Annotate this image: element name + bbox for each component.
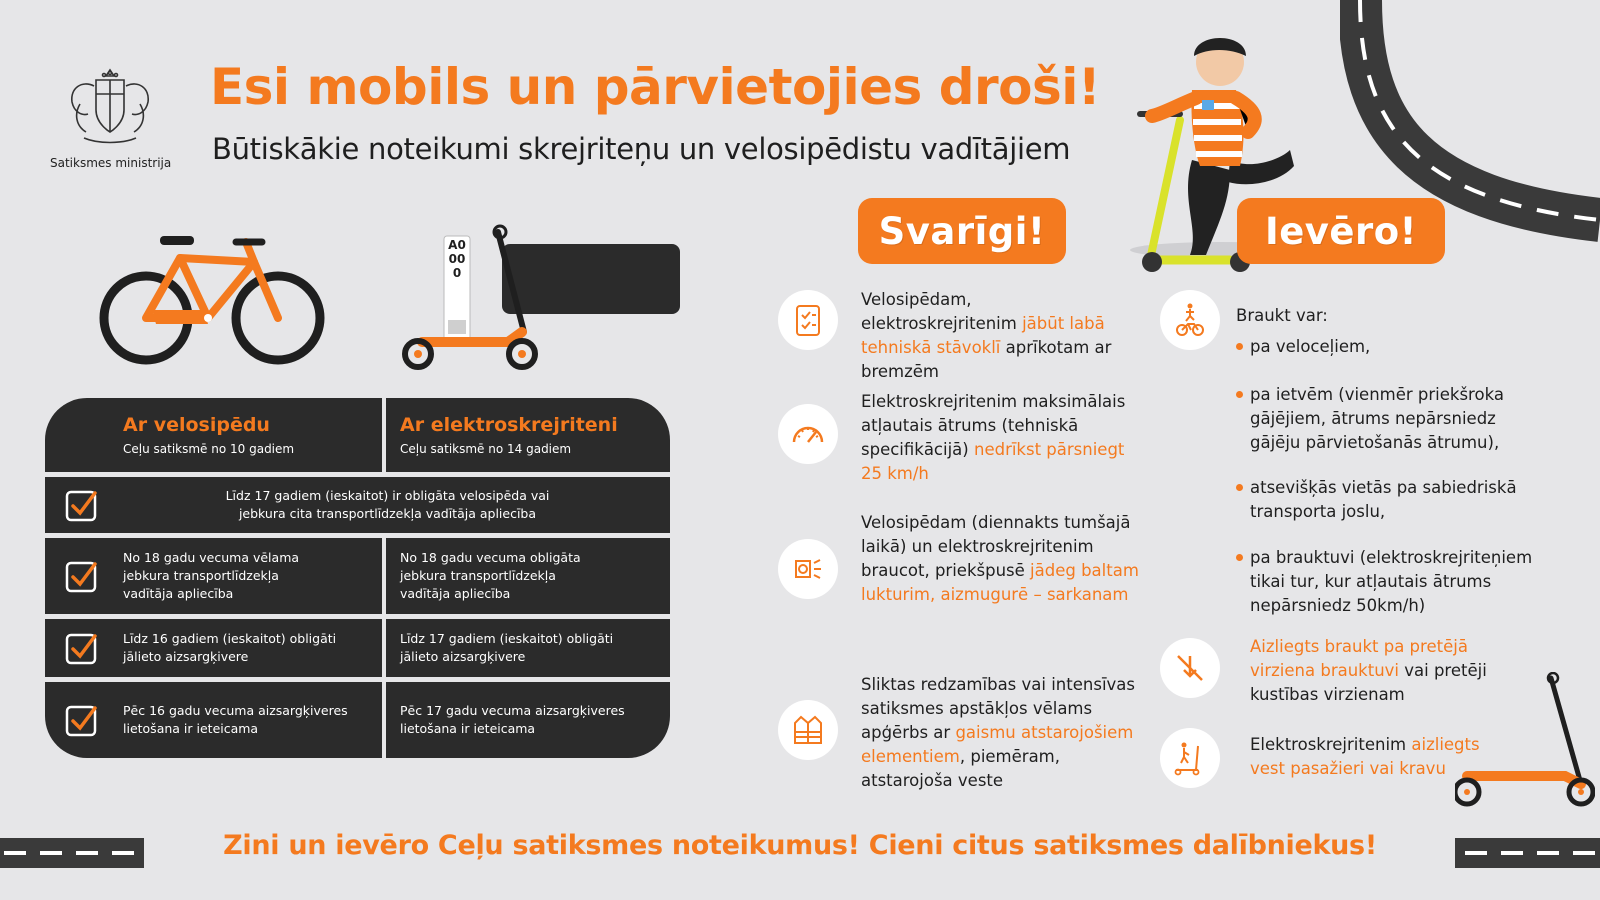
item-text: Elektroskrejritenim maksimālais atļautais ātrums (tehniskā specifikācijā) [861,392,1126,459]
item-text: vai pretēji kustības virzienam [1250,660,1487,704]
check-icon [65,559,99,593]
row-text: No 18 gadu vecuma vēlama jebkura transportlīdzekļa vadītāja apliecība [123,549,300,602]
item-highlight: jādeg baltam lukturim, aizmugurē – sarkanam [861,560,1139,604]
column-title-bicycle: Ar velosipēdu [123,414,270,436]
list-item [1236,383,1546,455]
electric-scooter-icon [402,224,682,372]
row-text: Pēc 17 gadu vecuma aizsargķiveres lietošana ir ieteicama [400,702,625,736]
table-row [45,477,670,533]
item-text: aprīkotam ar bremzēm [861,337,1112,381]
list-item [1236,476,1546,524]
table-cell [386,538,670,614]
bullet-icon [1236,554,1243,561]
important-item-technical [861,288,1131,384]
table-row [45,538,382,614]
list-item [1236,335,1546,359]
headlight-icon [778,539,838,599]
column-title-scooter: Ar elektroskrejriteni [400,414,618,436]
badge-notice: Ievēro! [1237,198,1445,264]
ministry-name: Satiksmes ministrija [50,156,172,170]
badge-important: Svarīgi! [858,198,1066,264]
column-subtitle-scooter: Ceļu satiksmē no 14 gadiem [400,442,572,456]
item-highlight: nedrīkst pārsniegt 25 km/h [861,439,1125,483]
table-row [45,619,382,677]
important-item-lights [861,511,1151,607]
item-text: , piemēram, atstarojoša veste [861,746,1060,790]
check-icon [65,488,99,522]
row-text: No 18 gadu vecuma obligāta jebkura transportlīdzekļa vadītāja apliecība [400,549,581,602]
list-item-text: atsevišķās vietās pa sabiedriskā transporta joslu, [1250,478,1517,521]
scooter-cargo-icon [1160,728,1220,788]
checklist-icon [778,290,838,350]
item-highlight: jābūt labā tehniskā stāvoklī [861,313,1105,357]
item-text: Velosipēdam (diennakts tumšajā laikā) un elektroskrejritenim braucot, priekšpusē [861,513,1131,580]
table-cell [386,619,670,677]
row-text: Līdz 16 gadiem (ieskaitot) obligāti jālieto aizsargķivere [123,630,337,664]
item-highlight: Aizliegts braukt pa pretējā virziena brauktuvi [1250,637,1468,680]
column-subtitle-bicycle: Ceļu satiksmē no 10 gadiem [123,442,295,456]
row-text: Pēc 16 gadu vecuma aizsargķiveres lietošana ir ieteicama [123,702,348,736]
row-text: Līdz 17 gadiem (ieskaitot) ir obligāta velosipēda vai jebkura cita transportlīdzekļa vadītāja apliecība [225,487,550,521]
item-text: Velosipēdam, elektroskrejritenim [861,290,1017,333]
list-item-text: pa veloceļiem, [1250,337,1371,356]
ride-on-heading: Braukt var: [1236,306,1328,325]
list-item [1236,546,1546,618]
page-subtitle: Būtiskākie noteikumi skrejriteņu un velosipēdistu vadītājiem [212,132,1071,166]
list-item-text: pa ietvēm (vienmēr priekšroka gājējiem, ātrums nepārsniedz gājēju pārvietošanās ātrumu), [1250,385,1504,452]
footer-slogan: Zini un ievēro Ceļu satiksmes noteikumus! Cieni citus satiksmes dalībniekus! [223,830,1377,861]
important-item-speed [861,390,1131,486]
bullet-icon [1236,484,1243,491]
pedestrian-bike-icon [1160,290,1220,350]
item-text: Sliktas redzamības vai intensīvas satiksmes apstākļos vēlams apģērbs ar [861,675,1135,742]
no-wrong-way-icon [1160,638,1220,698]
vest-icon [778,700,838,760]
speedometer-icon [778,404,838,464]
bicycle-icon [96,232,328,368]
check-icon [65,631,99,665]
bullet-icon [1236,343,1243,350]
bullet-icon [1236,391,1243,398]
ministry-logo [50,64,170,174]
item-highlight: gaismu atstarojošiem elementiem [861,722,1134,766]
row-text: Līdz 17 gadiem (ieskaitot) obligāti jālieto aizsargķivere [400,630,614,664]
column-header-scooter [386,398,670,472]
column-header-bicycle [45,398,382,472]
item-text: Elektroskrejritenim [1250,735,1407,754]
table-cell [386,682,670,758]
electric-scooter-icon [1455,672,1595,812]
scooter-illustration [402,224,682,372]
item-highlight: aizliegts vest pasažieri vai kravu [1250,735,1480,778]
table-row [45,682,382,758]
page-title: Esi mobils un pārvietojies droši! [210,58,1101,116]
list-item-text: pa brauktuvi (elektroskrejriteņiem tikai tur, kur atļautais ātrums nepārsniedz 50km/h) [1250,548,1533,615]
plate-number: A0000 [448,238,466,280]
coat-of-arms-icon [60,64,160,148]
important-item-visibility [861,673,1151,793]
check-icon [65,703,99,737]
